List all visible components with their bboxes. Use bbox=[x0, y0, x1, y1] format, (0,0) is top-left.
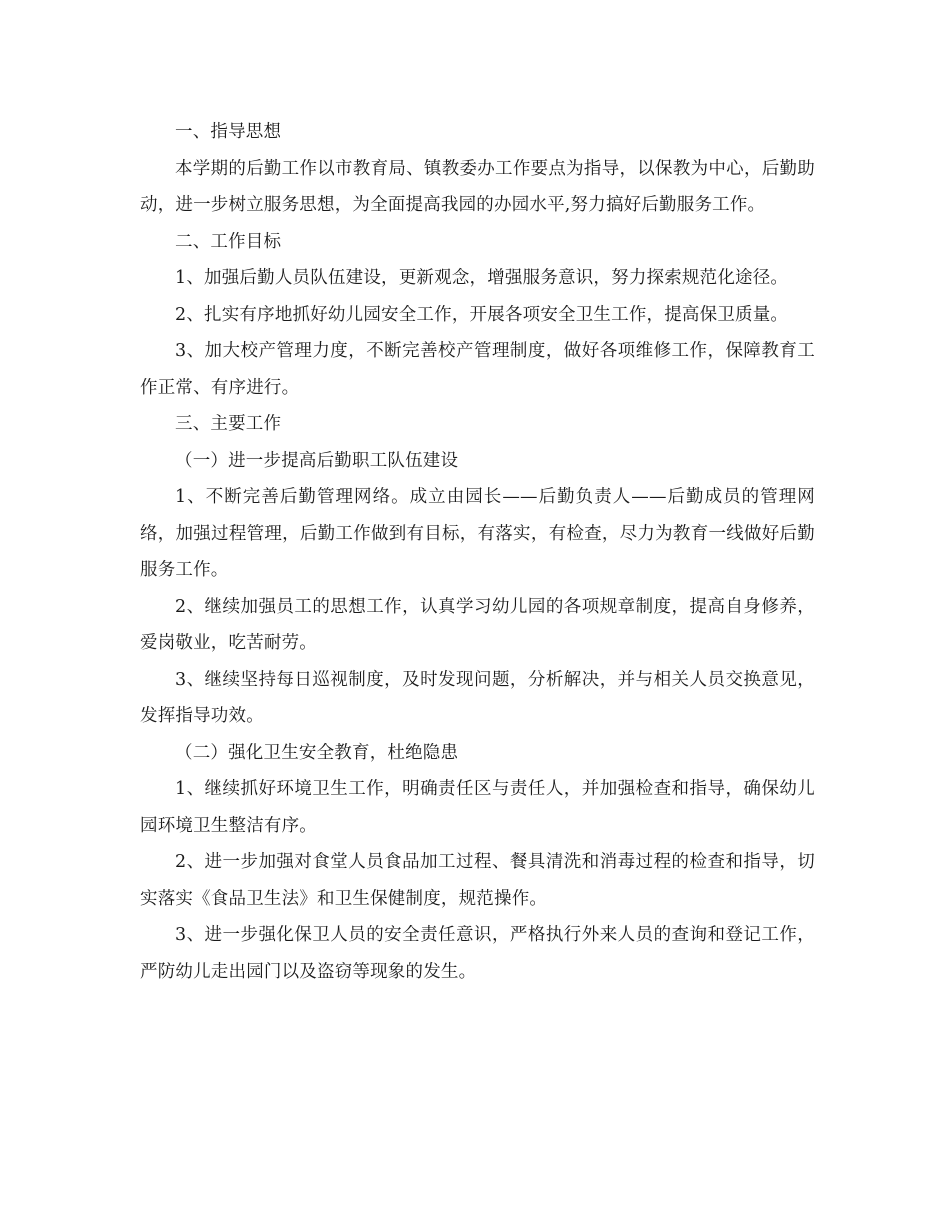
subsection-heading-safety-education: （二）强化卫生安全教育，杜绝隐患 bbox=[175, 742, 459, 763]
goal-item-1: 1、加强后勤人员队伍建设，更新观念，增强服务意识，努力探索规范化途径。 bbox=[175, 268, 789, 288]
staff-item-2: 2、继续加强员工的思想工作，认真学习幼儿园的各项规章制度，提高自身修养，爱岗敬业，吃苦耐劳。 bbox=[140, 596, 815, 653]
section-heading-main-work: 三、主要工作 bbox=[175, 414, 282, 434]
staff-item-1: 1、不断完善后勤管理网络。成立由园长——后勤负责人——后勤成员的管理网络，加强过程管理，后勤工作做到有目标，有落实，有检查，尽力为教育一线做好后勤服务工作。 bbox=[140, 487, 815, 580]
safety-item-1: 1、继续抓好环境卫生工作，明确责任区与责任人，并加强检查和指导，确保幼儿园环境卫生整洁有序。 bbox=[140, 779, 815, 836]
document-body bbox=[140, 114, 815, 990]
safety-item-3: 3、进一步强化保卫人员的安全责任意识，严格执行外来人员的查询和登记工作，严防幼儿走出园门以及盗窃等现象的发生。 bbox=[140, 925, 815, 982]
staff-item-3: 3、继续坚持每日巡视制度，及时发现问题，分析解决，并与相关人员交换意见，发挥指导功效。 bbox=[140, 669, 815, 726]
goal-item-2: 2、扎实有序地抓好幼儿园安全工作，开展各项安全卫生工作，提高保卫质量。 bbox=[175, 304, 789, 325]
paragraph-guiding-ideology: 本学期的后勤工作以市教育局、镇教委办工作要点为指导，以保教为中心，后勤助动，进一步树立服务思想，为全面提高我园的办园水平,努力搞好后勤服务工作。 bbox=[140, 158, 815, 215]
section-heading-guiding-ideology: 一、指导思想 bbox=[175, 122, 282, 142]
goal-item-3: 3、加大校产管理力度，不断完善校产管理制度，做好各项维修工作，保障教育工作正常、有序进行。 bbox=[140, 341, 815, 398]
section-heading-work-goals: 二、工作目标 bbox=[175, 231, 282, 252]
subsection-heading-staff-team: （一）进一步提高后勤职工队伍建设 bbox=[175, 450, 459, 471]
safety-item-2: 2、进一步加强对食堂人员食品加工过程、餐具清洗和消毒过程的检查和指导，切实落实《食品卫生法》和卫生保健制度，规范操作。 bbox=[140, 852, 815, 909]
